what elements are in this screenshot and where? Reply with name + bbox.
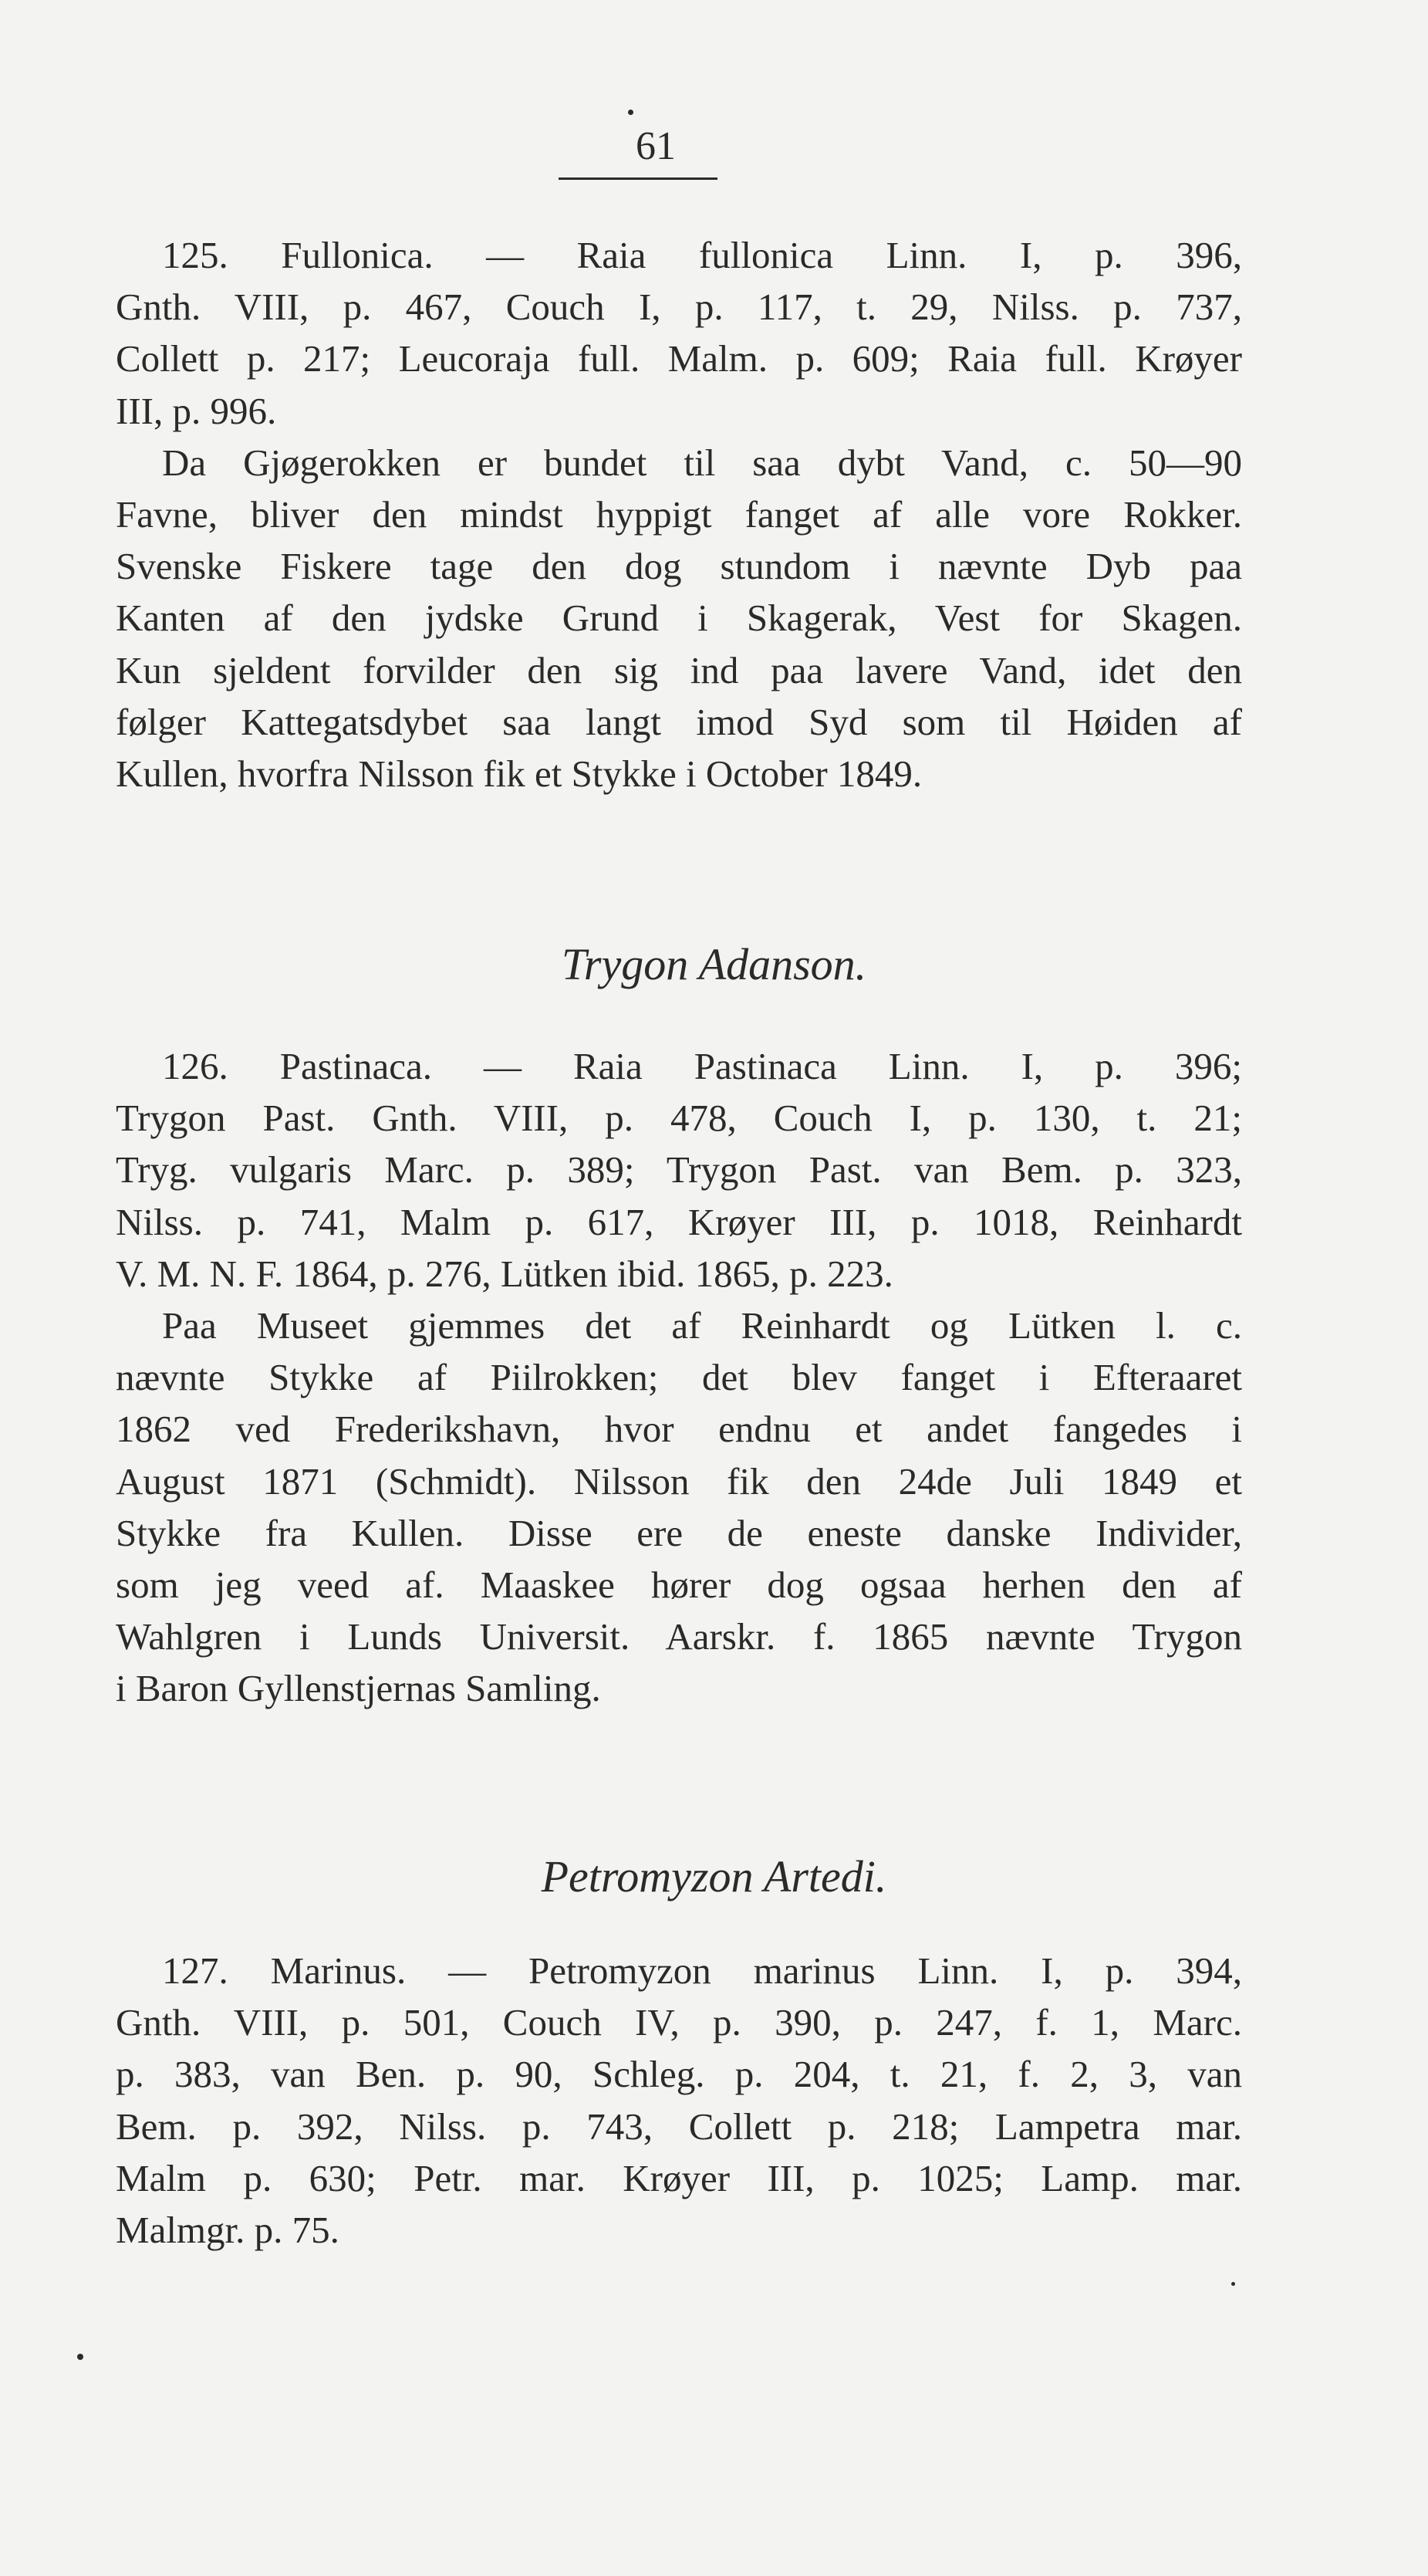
entry-126-line: Paa Museet gjemmes det af Reinhardt og Lütken l. c. — [162, 1303, 1242, 1347]
entry-127 — [116, 1945, 1242, 2256]
entry-125 — [116, 229, 1242, 800]
entry-127-line: 127. Marinus. — Petromyzon marinus Linn. I, p. 394, — [162, 1949, 1242, 1992]
print-speck — [628, 110, 633, 115]
entry-125-line: Kullen, hvorfra Nilsson fik et Stykke i October 1849. — [116, 752, 923, 795]
entry-126-line: Stykke fra Kullen. Disse ere de eneste danske Individer, — [116, 1511, 1242, 1554]
genus-heading-petromyzon: Petromyzon Artedi. — [541, 1851, 887, 1902]
entry-125-line: Kanten af den jydske Grund i Skagerak, Vest for Skagen. — [116, 597, 1242, 640]
entry-125-line: Collett p. 217; Leucoraja full. Malm. p. 609; Raia full. Krøyer — [116, 337, 1242, 380]
entry-125-line: Gnth. VIII, p. 467, Couch I, p. 117, t. 29, Nilss. p. 737, — [116, 286, 1242, 329]
entry-126-line: som jeg veed af. Maaskee hører dog ogsaa herhen den af — [116, 1563, 1242, 1606]
print-speck — [1231, 2282, 1235, 2286]
entry-126-line: Trygon Past. Gnth. VIII, p. 478, Couch I, p. 130, t. 21; — [116, 1097, 1242, 1140]
entry-126-line: Wahlgren i Lunds Universit. Aarskr. f. 1865 nævnte Trygon — [116, 1615, 1242, 1658]
entry-126-line: August 1871 (Schmidt). Nilsson fik den 24de Juli 1849 et — [116, 1459, 1242, 1503]
entry-127-line: Malm p. 630; Petr. mar. Krøyer III, p. 1025; Lamp. mar. — [116, 2156, 1242, 2199]
entry-125-line: Favne, bliver den mindst hyppigt fanget af alle vore Rokker. — [116, 492, 1242, 536]
entry-125-line: Da Gjøgerokken er bundet til saa dybt Vand, c. 50—90 — [162, 441, 1242, 484]
entry-125-line: III, p. 996. — [116, 389, 277, 432]
page-number-rule — [559, 177, 717, 180]
entry-125-line: følger Kattegatsdybet saa langt imod Syd som til Høiden af — [116, 700, 1242, 743]
entry-125-line: 125. Fullonica. — Raia fullonica Linn. I, p. 396, — [162, 234, 1242, 276]
entry-126-line: 1862 ved Frederikshavn, hvor endnu et andet fangedes i — [116, 1408, 1242, 1451]
entry-126-line: 126. Pastinaca. — Raia Pastinaca Linn. I, p. 396; — [162, 1045, 1242, 1087]
entry-126-line: i Baron Gyllenstjernas Samling. — [116, 1667, 601, 1710]
genus-heading-trygon: Trygon Adanson. — [561, 939, 867, 989]
entry-125-line: Kun sjeldent forvilder den sig ind paa lavere Vand, idet den — [116, 648, 1242, 691]
entry-126-line: Nilss. p. 741, Malm p. 617, Krøyer III, p. 1018, Reinhardt — [116, 1200, 1242, 1243]
entry-126-line: V. M. N. F. 1864, p. 276, Lütken ibid. 1865, p. 223. — [116, 1252, 893, 1295]
entry-127-line: p. 383, van Ben. p. 90, Schleg. p. 204, t. 21, f. 2, 3, van — [116, 2053, 1242, 2096]
print-speck — [77, 2354, 83, 2360]
entry-125-line: Svenske Fiskere tage den dog stundom i nævnte Dyb paa — [116, 545, 1242, 588]
page-number: 61 — [636, 124, 676, 168]
entry-126 — [116, 1040, 1242, 1714]
entry-127-line: Bem. p. 392, Nilss. p. 743, Collett p. 218; Lampetra mar. — [116, 2104, 1242, 2148]
entry-126-line: Tryg. vulgaris Marc. p. 389; Trygon Past. van Bem. p. 323, — [116, 1148, 1242, 1192]
entry-127-line: Malmgr. p. 75. — [116, 2208, 339, 2251]
entry-126-line: nævnte Stykke af Piilrokken; det blev fanget i Efteraaret — [116, 1356, 1242, 1399]
entry-127-line: Gnth. VIII, p. 501, Couch IV, p. 390, p. 247, f. 1, Marc. — [116, 2001, 1242, 2044]
